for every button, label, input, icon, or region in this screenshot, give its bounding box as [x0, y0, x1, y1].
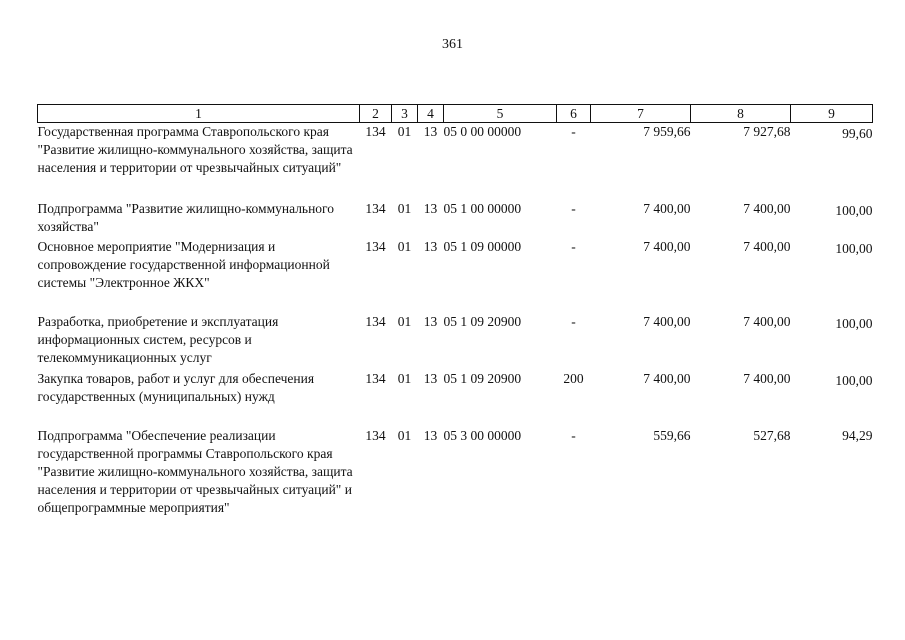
cell-col-4: 13: [423, 313, 438, 329]
cell-col-7: 7 400,00: [643, 200, 691, 216]
cell-col-5: 05 0 00 00000: [443, 124, 522, 139]
cell-col-3: 01: [397, 200, 412, 216]
cell-col-7: 559,66: [653, 427, 691, 443]
table-row: [38, 370, 873, 427]
cell-col-9: 100,00: [835, 315, 873, 331]
cell-col-8: 7 400,00: [743, 313, 791, 329]
header-col-6: 6: [557, 105, 591, 123]
row-name: Основное мероприятие "Модернизация и сопровождение государственной информационной системы "Электронное ЖКХ": [37, 238, 330, 290]
cell-col-2: 134: [365, 370, 386, 386]
cell-col-5: 05 3 00 00000: [443, 427, 522, 443]
header-col-7: 7: [591, 105, 691, 123]
cell-col-9: 99,60: [842, 126, 873, 141]
cell-col-2: 134: [365, 313, 386, 329]
cell-col-6: -: [571, 124, 576, 139]
header-col-5: 5: [444, 105, 557, 123]
cell-col-4: 13: [423, 200, 438, 216]
row-name: Разработка, приобретение и эксплуатация информационных систем, ресурсов и телекоммуникационных услуг: [37, 313, 279, 365]
cell-col-7: 7 959,66: [643, 124, 691, 139]
row-name: Подпрограмма "Обеспечение реализации государственной программы Ставропольского края "Развитие жилищно-коммунального хозяйства, защита населения и территории от чрезвычайных ситуаций" и общепрограммные мероприятия": [37, 427, 353, 515]
cell-col-8: 7 400,00: [743, 200, 791, 216]
page-number: 361: [442, 37, 463, 52]
header-col-3: 3: [392, 105, 418, 123]
table-row: [38, 123, 873, 200]
table-row: [38, 200, 873, 238]
cell-col-6: -: [571, 427, 576, 443]
cell-col-6: -: [571, 313, 576, 329]
table-row: [38, 238, 873, 313]
cell-col-9: 100,00: [835, 240, 873, 256]
cell-col-2: 134: [365, 200, 386, 216]
cell-col-7: 7 400,00: [643, 370, 691, 386]
cell-col-6: -: [571, 200, 576, 216]
cell-col-5: 05 1 09 00000: [443, 238, 522, 254]
cell-col-6: -: [571, 238, 576, 254]
cell-col-6: 200: [563, 370, 584, 386]
cell-col-3: 01: [397, 238, 412, 254]
cell-col-8: 7 927,68: [743, 124, 791, 139]
row-name: Государственная программа Ставропольского края "Развитие жилищно-коммунального хозяйства, защита населения и территории от чрезвычайных ситуаций": [37, 124, 353, 175]
header-col-1: 1: [38, 105, 360, 123]
cell-col-3: 01: [397, 124, 412, 139]
cell-col-2: 134: [365, 238, 386, 254]
cell-col-4: 13: [423, 124, 438, 139]
cell-col-7: 7 400,00: [643, 313, 691, 329]
cell-col-3: 01: [397, 313, 412, 329]
cell-col-8: 7 400,00: [743, 238, 791, 254]
cell-col-9: 94,29: [842, 427, 873, 443]
cell-col-8: 7 400,00: [743, 370, 791, 386]
cell-col-5: 05 1 09 20900: [443, 370, 522, 386]
cell-col-4: 13: [423, 427, 438, 443]
header-col-2: 2: [360, 105, 392, 123]
row-name: Закупка товаров, работ и услуг для обеспечения государственных (муниципальных) нужд: [37, 370, 315, 404]
header-col-9: 9: [791, 105, 873, 123]
cell-col-7: 7 400,00: [643, 238, 691, 254]
budget-table: [37, 104, 873, 537]
cell-col-5: 05 1 00 00000: [443, 200, 522, 216]
cell-col-9: 100,00: [835, 202, 873, 218]
header-col-4: 4: [418, 105, 444, 123]
header-col-8: 8: [691, 105, 791, 123]
table-header-row: [38, 105, 873, 123]
cell-col-4: 13: [423, 370, 438, 386]
table-row: [38, 313, 873, 370]
cell-col-4: 13: [423, 238, 438, 254]
cell-col-8: 527,68: [753, 427, 791, 443]
cell-col-5: 05 1 09 20900: [443, 313, 522, 329]
row-name: Подпрограмма "Развитие жилищно-коммунального хозяйства": [37, 200, 335, 234]
cell-col-9: 100,00: [835, 372, 873, 388]
cell-col-3: 01: [397, 427, 412, 443]
cell-col-2: 134: [365, 124, 386, 139]
cell-col-3: 01: [397, 370, 412, 386]
table-row: [38, 427, 873, 537]
cell-col-2: 134: [365, 427, 386, 443]
